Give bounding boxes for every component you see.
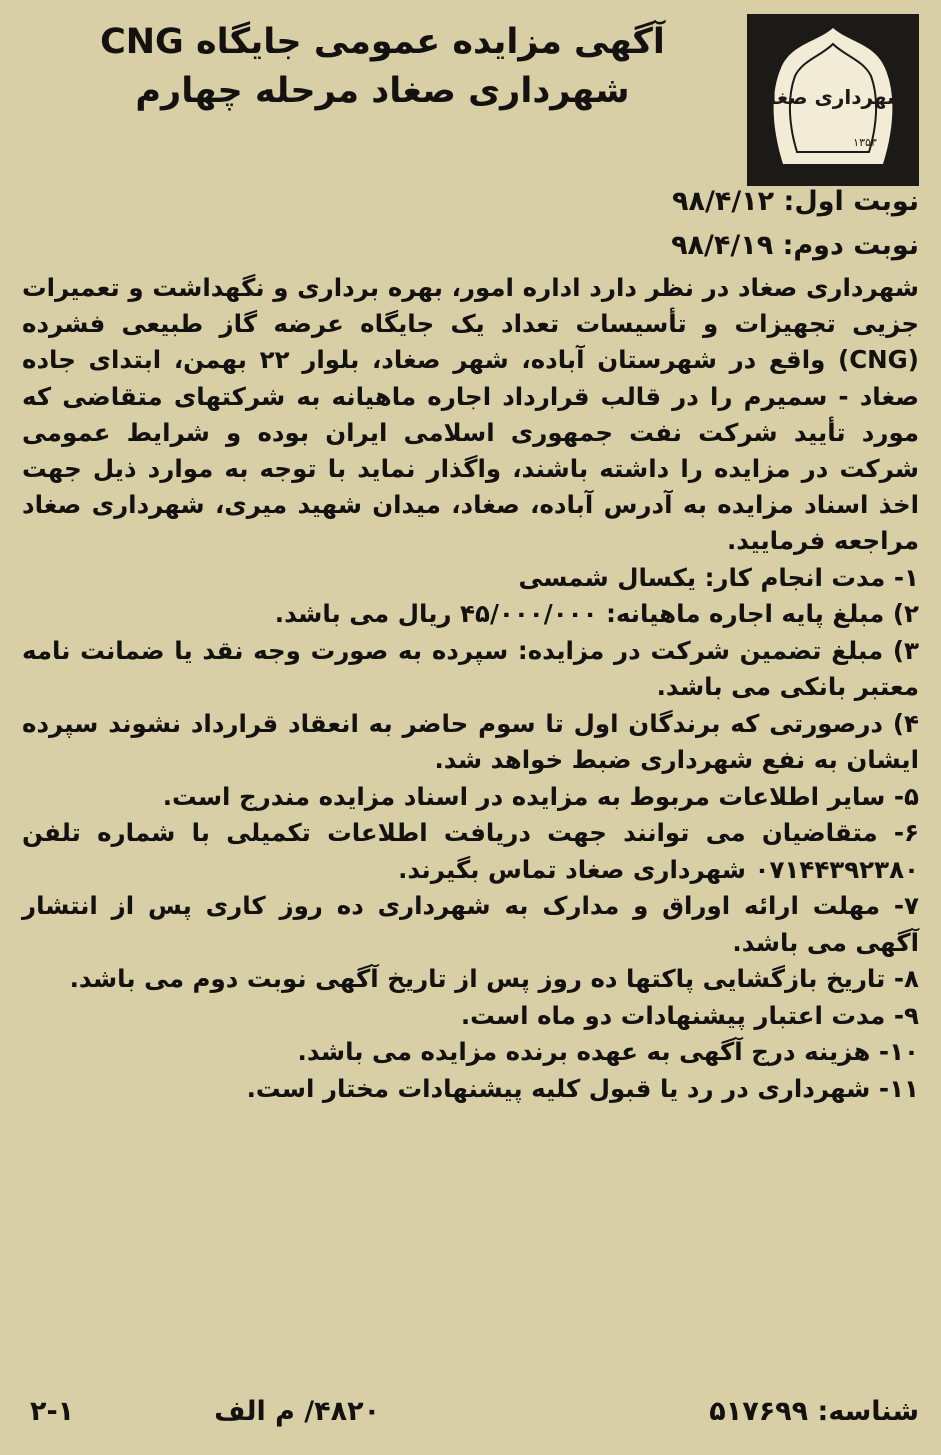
logo-emblem-icon <box>747 14 919 186</box>
ad-body: شهرداری صغاد در نظر دارد اداره امور، بهره برداری و نگهداشت و تعمیرات جزیی تجهیزات و تأسیسات تعداد یک جایگاه عرضه گاز طبیعی فشرده (CNG) واقع در شهرستان آباده، شهر صغاد، بلوار ۲۲ بهمن، ابتدای جاده صغاد - سمیرم را در قالب قرارداد اجاره ماهیانه به شرکتهای متقاضی که مورد تأیید شرکت نفت جمهوری اسلامی ایران بوده و شرایط عمومی شرکت در مزایده را داشته باشند، واگذار نماید با توجه به موارد ذیل جهت اخذ اسناد مزایده به آدرس آباده، صغاد، میدان شهید میری، شهرداری صغاد مراجعه فرمایید. <box>22 273 919 556</box>
ad-page-number: ۲-۱ <box>30 1396 75 1427</box>
conditions-list <box>22 560 919 1108</box>
publication-dates <box>22 180 919 268</box>
svg-text:شهرداری صغاد: شهرداری صغاد <box>759 85 907 109</box>
ad-title: آگهی مزایده عمومی جایگاه CNG <box>100 22 665 62</box>
ad-footer <box>30 1396 919 1427</box>
ad-code: ۴۸۲۰/ م الف <box>214 1396 381 1427</box>
condition-item: ۱۰- هزینه درج آگهی به عهده برنده مزایده می باشد. <box>297 1037 919 1067</box>
condition-item: ۶- متقاضیان می توانند جهت دریافت اطلاعات تکمیلی با شماره تلفن ۰۷۱۴۴۳۹۲۳۸۰ شهرداری صغاد تماس بگیرند. <box>22 818 919 884</box>
condition-item: ۳) مبلغ تضمین شرکت در مزایده: سپرده به صورت وجه نقد یا ضمانت نامه معتبر بانکی می باشد. <box>22 635 919 702</box>
condition-item: ۴) درصورتی که برندگان اول تا سوم حاضر به انعقاد قرارداد نشوند سپرده ایشان به نفع شهرداری ضبط خواهد شد. <box>22 708 919 775</box>
ad-subtitle: شهرداری صغاد مرحله چهارم <box>135 71 630 111</box>
svg-text:۱۳۵۳: ۱۳۵۳ <box>853 136 877 149</box>
ad-header <box>22 12 919 186</box>
first-date: نوبت اول: ۹۸/۴/۱۲ <box>672 186 919 217</box>
second-date: نوبت دوم: ۹۸/۴/۱۹ <box>671 230 919 261</box>
condition-item: ۷- مهلت ارائه اوراق و مدارک به شهرداری ده روز کاری پس از انتشار آگهی می باشد. <box>22 891 919 957</box>
condition-item: ۲) مبلغ پایه اجاره ماهیانه: ۴۵/۰۰۰/۰۰۰ ریال می باشد. <box>274 599 919 629</box>
condition-item: ۸- تاریخ بازگشایی پاکتها ده روز پس از تاریخ آگهی نوبت دوم می باشد. <box>69 964 919 994</box>
condition-item: ۱- مدت انجام کار: یکسال شمسی <box>518 562 919 592</box>
condition-item: ۱۱- شهرداری در رد یا قبول کلیه پیشنهادات مختار است. <box>246 1073 919 1103</box>
condition-item: ۹- مدت اعتبار پیشنهادات دو ماه است. <box>460 1000 919 1030</box>
municipality-logo <box>747 14 919 186</box>
ad-id: شناسه: ۵۱۷۶۹۹ <box>709 1396 919 1427</box>
condition-item: ۵- سایر اطلاعات مربوط به مزایده در اسناد مزایده مندرج است. <box>162 781 919 811</box>
ad-titles <box>22 12 743 116</box>
